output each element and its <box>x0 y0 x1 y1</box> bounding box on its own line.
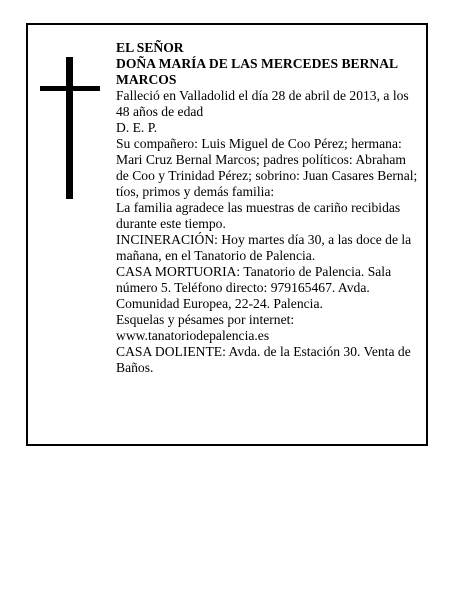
death-statement: Falleció en Valladolid el día 28 de abril de 2013, a los 48 años de edad <box>116 88 409 119</box>
internet-label: Esquelas y pésames por internet: <box>116 312 295 327</box>
obituary-notice <box>26 23 428 446</box>
funeral-home-info: CASA MORTUORIA: Tanatorio de Palencia. Sala número 5. Teléfono directo: 979165467. Avda. Comunidad Europea, 22-24. Palencia. <box>116 264 392 311</box>
family-thanks: La familia agradece las muestras de cariño recibidas durante este tiempo. <box>116 200 401 231</box>
deceased-name: DOÑA MARÍA DE LAS MERCEDES BERNAL MARCOS <box>116 56 398 87</box>
cremation-info: INCINERACIÓN: Hoy martes día 30, a las doce de la mañana, en el Tanatorio de Palencia. <box>116 232 412 263</box>
family-members: Su compañero: Luis Miguel de Coo Pérez; hermana: Mari Cruz Bernal Marcos; padres políticos: Abraham de Coo y Trinidad Pérez; sobrino: Juan Casares Bernal; tíos, primos y demás familia: <box>116 136 418 199</box>
rip-line: D. E. P. <box>116 120 158 135</box>
title-honorific: EL SEÑOR <box>116 40 184 55</box>
cross-icon <box>40 57 100 199</box>
notice-text <box>116 40 422 376</box>
website-link: www.tanatoriodepalencia.es <box>116 328 270 343</box>
mourning-house-info: CASA DOLIENTE: Avda. de la Estación 30. Venta de Baños. <box>116 344 411 375</box>
